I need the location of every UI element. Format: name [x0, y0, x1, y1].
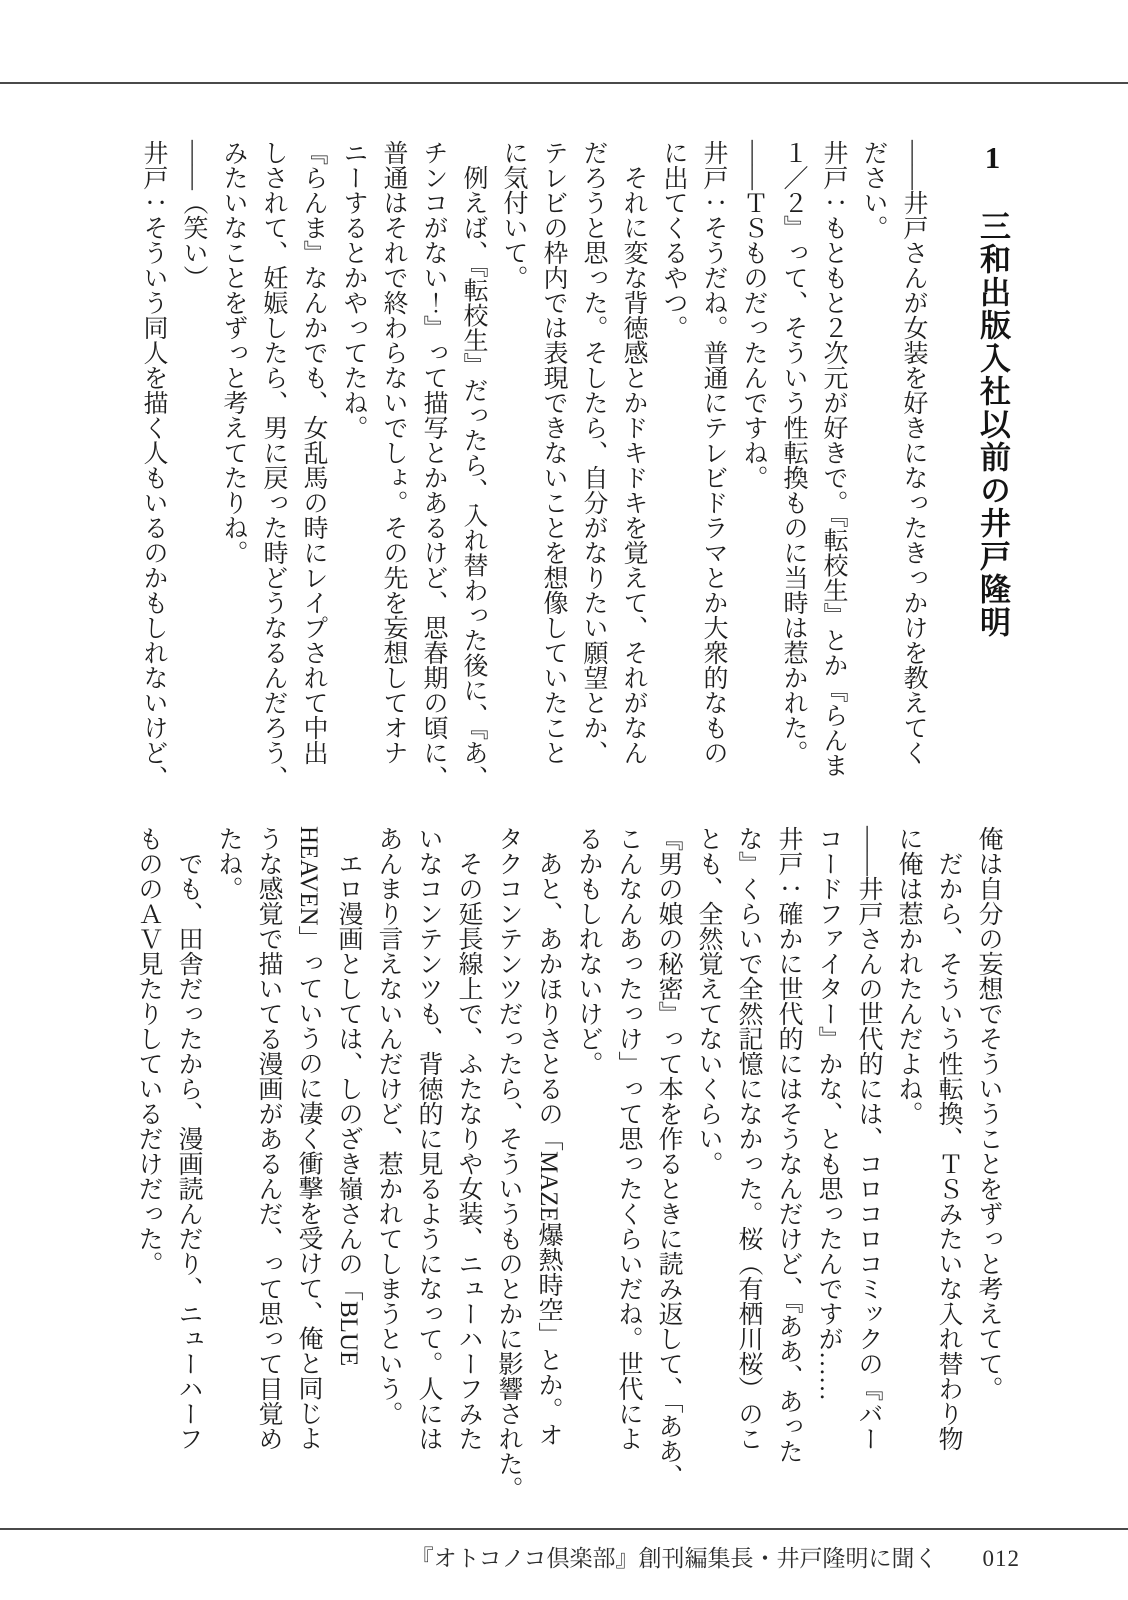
- top-text-block: [133, 140, 933, 805]
- text-line: とも、全然覚えてないくらい。: [695, 826, 722, 1176]
- page-footer: [411, 1540, 1020, 1573]
- text-line: あんまり言えないんだけど、惹かれてしまうという。: [375, 826, 402, 1426]
- text-line: HEAVEN」っていうのに凄く衝撃を受けて、俺と同じよ: [295, 826, 322, 1451]
- bottom-text-block: [128, 826, 1008, 1501]
- text-line: ——ＴＳものだったんですね。: [740, 140, 767, 490]
- footer-running-title: 『オトコノコ倶楽部』創刊編集長・井戸隆明に聞く: [410, 1546, 938, 1571]
- text-line: テレビの枠内では表現できないことを想像していたこと: [540, 140, 567, 765]
- text-line: 俺は自分の妄想でそういうことをずっと考えてて。: [975, 826, 1002, 1401]
- text-line: るかもしれないけど。: [575, 826, 602, 1076]
- text-line: １／２』って、そういう性転換ものに当時は惹かれた。: [780, 140, 807, 765]
- text-line: 普通はそれで終わらないでしょ。その先を妄想してオナ: [380, 140, 407, 765]
- text-line: 例えば、『転校生』だったら、入れ替わった後に、『あ、: [460, 140, 487, 790]
- text-line: 井戸：そういう同人を描く人もいるのかもしれないけど、: [140, 140, 167, 790]
- text-line: チンコがない！』って描写とかあるけど、思春期の頃に、: [420, 140, 447, 790]
- section-title: 1 三和出版入社以前の井戸隆明: [975, 140, 1010, 639]
- text-line: ——井戸さんが女装を好きになったきっかけを教えてく: [900, 140, 927, 765]
- text-line: こんなんあったっけ」って思ったくらいだね。世代によ: [615, 826, 642, 1451]
- text-line: たね。: [215, 826, 242, 901]
- text-line: いなコンテンツも、背徳的に見るようになって。人には: [415, 826, 442, 1451]
- text-line: みたいなことをずっと考えてたりね。: [220, 140, 247, 565]
- text-line: 『男の娘の秘密』って本を作るときに読み返して、「ああ、: [655, 826, 682, 1489]
- text-line: でも、田舎だったから、漫画読んだり、ニューハーフ: [175, 826, 202, 1451]
- text-line: うな感覚で描いてる漫画があるんだ、って思って目覚め: [255, 826, 282, 1451]
- top-rule: [0, 82, 1128, 84]
- text-line: エロ漫画としては、しのざき嶺さんの「BLUE: [335, 826, 362, 1367]
- text-line: だから、そういう性転換、ＴＳみたいな入れ替わり物: [935, 826, 962, 1451]
- text-line: 井戸：もともと２次元が好きで。『転校生』とか『らんま: [820, 140, 847, 778]
- text-line: あと、あかほりさとるの「MAZE爆熱時空」とか。オ: [535, 826, 562, 1447]
- text-line: だろうと思った。そしたら、自分がなりたい願望とか、: [580, 140, 607, 765]
- text-line: に気付いて。: [500, 140, 527, 290]
- text-line: 井戸：確かに世代的にはそうなんだけど、『ああ、あった: [775, 826, 802, 1464]
- text-line: 『らんま』なんかでも、女乱馬の時にレイプされて中出: [300, 140, 327, 765]
- text-line: それに変な背徳感とかドキドキを覚えて、それがなん: [620, 140, 647, 765]
- text-line: その延長線上で、ふたなりや女装、ニューハーフみた: [455, 826, 482, 1451]
- footer-rule: [0, 1528, 1128, 1530]
- text-line: ——井戸さんの世代的には、コロコロコミックの『バー: [855, 826, 882, 1451]
- text-line: に出てくるやつ。: [660, 140, 687, 340]
- text-line: に俺は惹かれたんだよね。: [895, 826, 922, 1126]
- text-line: ——（笑い）: [180, 140, 207, 290]
- text-line: ださい。: [860, 140, 887, 240]
- text-line: コードファイター』かな、とも思ったんですが……: [815, 826, 842, 1401]
- text-line: タクコンテンツだったら、そういうものとかに影響された。: [495, 826, 522, 1501]
- text-line: ニーするとかやってたね。: [340, 140, 367, 440]
- text-line: 井戸：そうだね。普通にテレビドラマとか大衆的なもの: [700, 140, 727, 765]
- text-line: な』くらいで全然記憶になかった。桜（有栖川桜）のこ: [735, 826, 762, 1451]
- text-line: もののＡＶ見たりしているだけだった。: [135, 826, 162, 1276]
- page-number: 012: [982, 1546, 1020, 1571]
- text-line: しされて、妊娠したら、男に戻った時どうなるんだろう、: [260, 140, 287, 790]
